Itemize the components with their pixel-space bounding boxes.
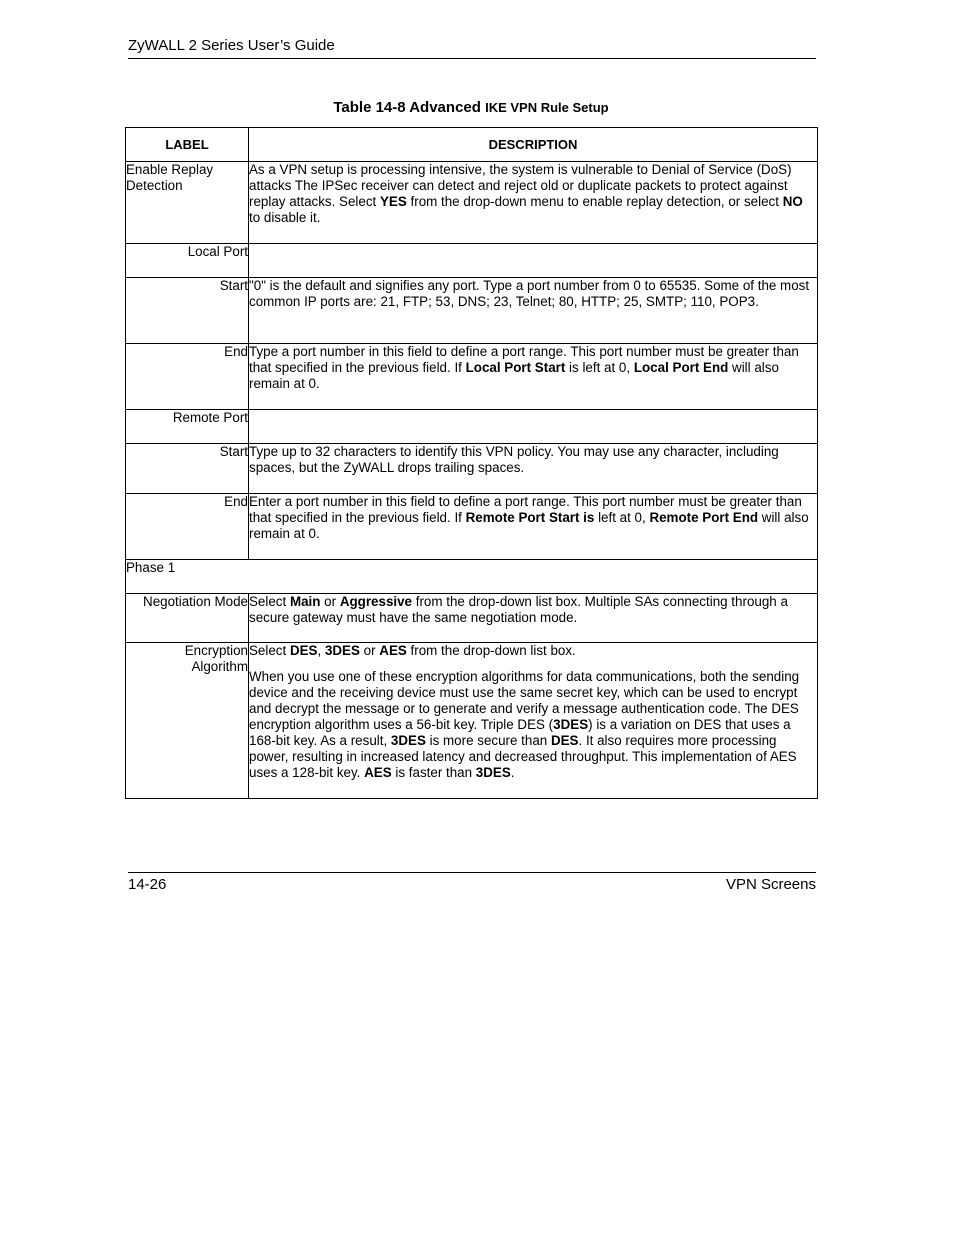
row-label: Encryption Algorithm <box>126 643 249 799</box>
desc-text: is more secure than <box>425 733 551 748</box>
table-row <box>126 494 818 560</box>
table-row <box>126 244 818 278</box>
desc-text: ) is a variation on DES that uses a 168-bit key. As a result, <box>249 717 791 748</box>
table-row <box>126 410 818 444</box>
table-caption-main: Table 14-8 Advanced <box>333 99 486 116</box>
desc-bold: DES <box>550 733 579 748</box>
desc-bold: 3DES <box>324 643 360 658</box>
desc-text: is faster than <box>391 765 476 780</box>
desc-text: As a VPN setup is processing intensive, the system is vulnerable to Denial of Service (DoS) attacks The IPSec receiver can detect and reject old or duplicate packets to protect against replay attacks. Select <box>249 162 792 209</box>
desc-text: or <box>359 643 380 658</box>
table-row <box>126 643 818 799</box>
desc-bold: 3DES <box>390 733 426 748</box>
desc-bold: DES <box>289 643 318 658</box>
row-description <box>249 494 818 560</box>
desc-text: from the drop-down list box. <box>406 643 576 658</box>
desc-paragraph <box>249 643 817 659</box>
footer-section-title: VPN Screens <box>725 876 816 893</box>
desc-text: Select <box>249 594 290 609</box>
row-description <box>249 162 818 244</box>
desc-bold: Main <box>289 594 321 609</box>
row-description: "0" is the default and signifies any port. Type a port number from 0 to 65535. Some of the most common IP ports are: 21, FTP; 53, DNS; 23, Telnet; 80, HTTP; 25, SMTP; 110, POP3. <box>249 278 818 344</box>
table-row <box>126 444 818 494</box>
desc-bold: AES <box>364 765 392 780</box>
desc-text: Select <box>249 643 290 658</box>
desc-text: or <box>320 594 340 609</box>
desc-bold: AES <box>379 643 407 658</box>
row-description: Type up to 32 characters to identify this VPN policy. You may use any character, including spaces, but the ZyWALL drops trailing spaces. <box>249 444 818 494</box>
row-label: Local Port <box>126 244 249 278</box>
section-label-phase-1: Phase 1 <box>126 560 818 594</box>
desc-text: Type a port number in this field to define a port range. This port number must be greater than that specified in the previous field. If <box>249 344 799 375</box>
desc-bold: Local Port Start <box>465 360 566 375</box>
table-caption <box>125 99 817 117</box>
row-description <box>249 594 818 643</box>
desc-bold: NO <box>782 194 803 209</box>
row-label: Negotiation Mode <box>126 594 249 643</box>
desc-text: left at 0, <box>594 510 650 525</box>
row-label: End <box>126 344 249 410</box>
ike-vpn-rule-setup-table <box>125 127 818 799</box>
table-header-row <box>126 128 818 162</box>
page-footer <box>128 872 816 894</box>
row-description <box>249 344 818 410</box>
column-header-label: LABEL <box>126 128 249 162</box>
desc-bold: Aggressive <box>339 594 413 609</box>
desc-text: . It also requires more processing power, resulting in increased latency and decreased throughput. This implementation of AES uses a 128-bit key. <box>249 733 797 780</box>
table-row <box>126 344 818 410</box>
table-row <box>126 278 818 344</box>
table-caption-sub: IKE VPN Rule Setup <box>485 100 609 115</box>
desc-text: is left at 0, <box>565 360 634 375</box>
desc-text: from the drop-down menu to enable replay detection, or select <box>406 194 783 209</box>
page-header-title: ZyWALL 2 Series User’s Guide <box>128 37 335 54</box>
row-label: Start <box>126 444 249 494</box>
desc-bold: 3DES <box>553 717 589 732</box>
row-label: Start <box>126 278 249 344</box>
desc-bold: YES <box>380 194 407 209</box>
desc-text: , <box>317 643 325 658</box>
desc-text: from the drop-down list box. Multiple SAs connecting through a secure gateway must have the same negotiation mode. <box>249 594 788 625</box>
table-row <box>126 162 818 244</box>
desc-text: When you use one of these encryption algorithms for data communications, both the sending device and the receiving device must use the same secret key, which can be used to encrypt and decrypt the message or to generate and verify a message authentication code. The DES encryption algorithm uses a 56-bit key. Triple DES ( <box>249 669 800 732</box>
desc-text: will also remain at 0. <box>249 360 779 391</box>
table-section-row <box>126 560 818 594</box>
row-description <box>249 244 818 278</box>
desc-paragraph <box>249 669 817 781</box>
desc-text: to disable it. <box>249 210 321 225</box>
desc-bold: Remote Port Start is <box>465 510 595 525</box>
desc-text: . <box>510 765 515 780</box>
table-row <box>126 594 818 643</box>
desc-bold: Local Port End <box>633 360 729 375</box>
row-label: Enable Replay Detection <box>126 162 249 244</box>
page-header <box>128 37 816 59</box>
desc-text: Enter a port number in this field to define a port range. This port number must be greater than that specified in the previous field. If <box>249 494 802 525</box>
row-description <box>249 643 818 799</box>
desc-text: will also remain at 0. <box>249 510 809 541</box>
desc-bold: 3DES <box>475 765 511 780</box>
row-label: Remote Port <box>126 410 249 444</box>
column-header-description: DESCRIPTION <box>249 128 818 162</box>
desc-bold: Remote Port End <box>649 510 759 525</box>
row-label: End <box>126 494 249 560</box>
row-description <box>249 410 818 444</box>
page-number: 14-26 <box>128 876 167 893</box>
